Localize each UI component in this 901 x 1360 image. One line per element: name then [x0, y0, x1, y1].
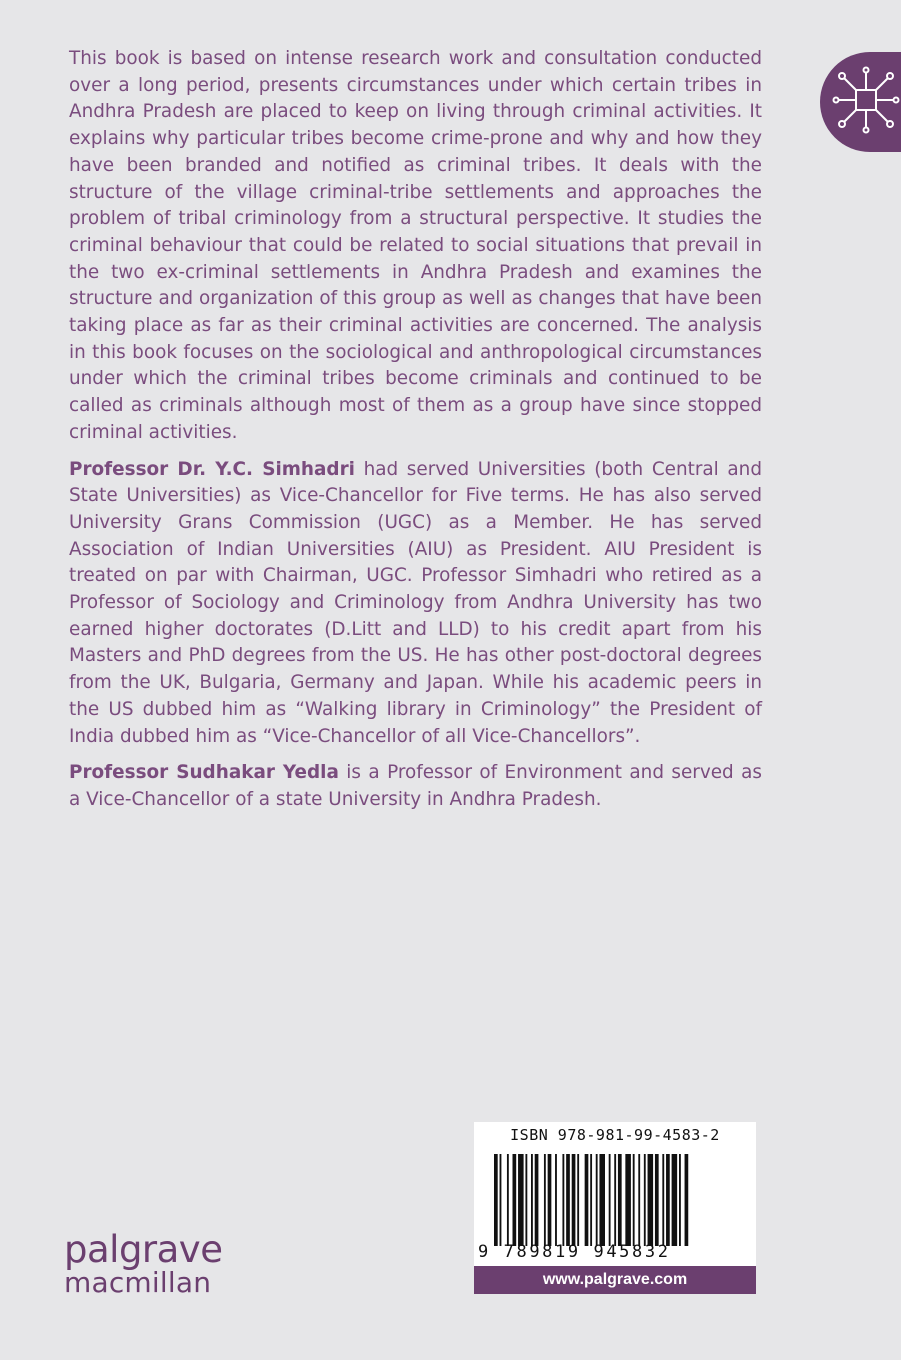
- isbn-label: ISBN 978-981-99-4583-2: [510, 1126, 720, 1144]
- book-description: This book is based on intense research work and consultation conducted over a long period, presents circumstances under which certain tribes in Andhra Pradesh are placed to keep on living through criminal activities. It explains why particular tribes become crime-prone and why and how they have been branded and notified as criminal tribes. It deals with the structure of the village criminal-tribe settlements and approaches the problem of tribal criminology from a structural perspective. It studies the criminal behaviour that could be related to social situations that prevail in the two ex-criminal settlements in Andhra Pradesh and examines the structure and organization of this group as well as changes that have been taking place as far as their criminal activities are concerned. The analysis in this book focuses on the sociological and anthropological circumstances under which the criminal tribes become criminals and continued to be called as criminals although most of them as a group have since stopped criminal activities.: [69, 48, 762, 443]
- author2-bio-paragraph: [69, 760, 762, 813]
- author1-name: Professor Dr. Y.C. Simhadri: [69, 458, 355, 480]
- back-cover-blurb: [69, 46, 762, 824]
- publisher-logo: [64, 1228, 223, 1299]
- barcode-digits: 9 789819 945832: [478, 1242, 671, 1262]
- network-icon: [832, 66, 901, 136]
- publisher-name-line1: palgrave: [64, 1228, 223, 1271]
- publisher-name-line2: macmillan: [64, 1266, 212, 1299]
- author1-bio-paragraph: [69, 457, 762, 751]
- author1-bio: had served Universities (both Central and State Universities) as Vice-Chancellor for Five terms. He has also served University Grans Commission (UGC) as a Member. He has served Association of Indian Universities (AIU) as President. AIU President is treated on par with Chairman, UGC. Professor Simhadri who retired as a Professor of Sociology and Criminology from Andhra University has two earned higher doctorates (D.Litt and LLD) to his credit apart from his Masters and PhD degrees from the US. He has other post-doctoral degrees from the UK, Bulgaria, Germany and Japan. While his academic peers in the US dubbed him as “Walking library in Criminology” the President of India dubbed him as “Vice-Chancellor of all Vice-Chancellors”.: [69, 458, 762, 747]
- series-badge: [820, 52, 901, 152]
- author2-name: Professor Sudhakar Yedla: [69, 762, 339, 784]
- isbn-barcode: [474, 1122, 756, 1294]
- author2-bio: is a Professor of Environment and served as a Vice-Chancellor of a state University in Andhra Pradesh.: [69, 762, 762, 810]
- publisher-website: www.palgrave.com: [474, 1266, 756, 1294]
- barcode-bars: [494, 1154, 736, 1246]
